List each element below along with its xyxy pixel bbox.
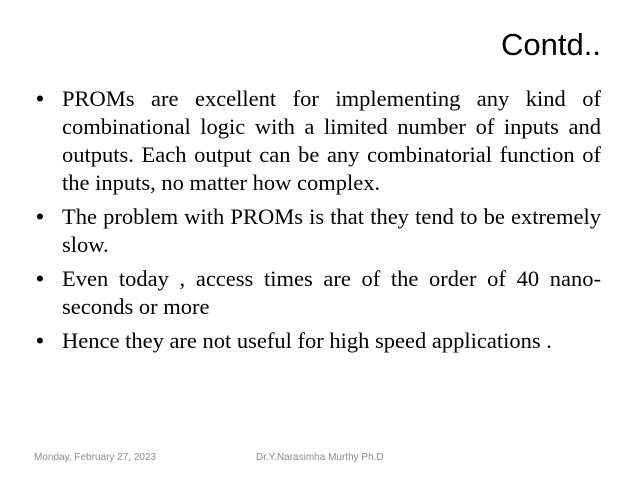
bullet-text: The problem with PROMs is that they tend to be extremely slow. — [62, 204, 601, 257]
bullet-list — [34, 85, 601, 361]
bullet-item — [34, 85, 601, 197]
bullet-item — [34, 265, 601, 321]
bullet-item — [34, 203, 601, 259]
bullet-text: PROMs are excellent for implementing any kind of combinational logic with a limited number of inputs and outputs. Each output can be any combinatorial function of the inputs, no matter how complex. — [62, 86, 601, 195]
slide-title: Contd.. — [501, 27, 601, 62]
bullet-icon: • — [36, 86, 44, 111]
bullet-icon: • — [36, 204, 44, 229]
bullet-text: Hence they are not useful for high speed applications . — [62, 328, 552, 353]
bullet-icon: • — [36, 328, 44, 353]
footer-author: Dr.Y.Narasimha Murthy Ph.D — [256, 452, 384, 463]
bullet-item — [34, 327, 601, 355]
bullet-text: Even today , access times are of the order of 40 nano-seconds or more — [62, 266, 601, 319]
footer-date: Monday, February 27, 2023 — [34, 452, 157, 463]
bullet-icon: • — [36, 266, 44, 291]
